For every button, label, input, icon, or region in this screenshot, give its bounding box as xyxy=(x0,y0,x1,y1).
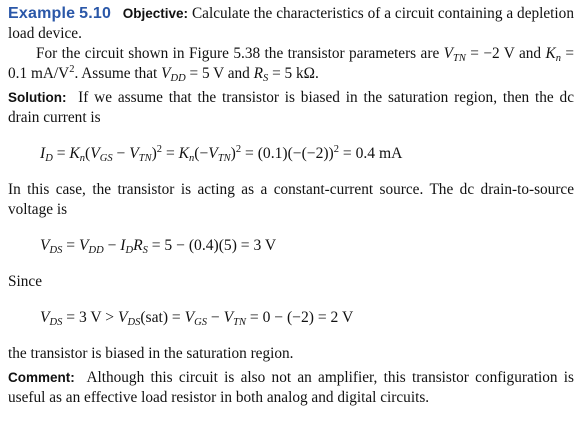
var-vdd: V xyxy=(161,65,171,82)
objective-label: Objective: xyxy=(122,6,189,21)
example-number: 5.10 xyxy=(79,5,112,22)
solution-paragraph xyxy=(8,88,574,128)
problem-text-a: For the circuit shown in Figure 5.38 the transistor parameters are xyxy=(36,45,444,62)
var-kn: K xyxy=(545,45,556,62)
var-rs: R xyxy=(253,65,264,82)
kn-sup: 2 xyxy=(69,64,75,75)
equation-drain-source-voltage: $V_{DS} = V_{DD} - I_DR_S = 5 - (0.4)(5) = 3$ V xyxy=(40,237,277,256)
comment-text: Although this circuit is also not an amplifier, this transistor configuration is useful as an effective load resistor in both analog and digital circuits. xyxy=(8,369,574,406)
var-vtn: V xyxy=(443,45,454,62)
objective-text: Calculate the characteristics of a circuit containing a depletion load device. xyxy=(8,5,574,42)
example-page xyxy=(8,4,574,408)
comment-paragraph xyxy=(8,368,574,408)
sub-n: n xyxy=(555,53,561,64)
constant-current-paragraph: In this case, the transistor is acting as a constant-current source. The dc drain-to-source voltage is xyxy=(8,181,574,218)
sub-dd: DD xyxy=(170,73,186,84)
problem-text-b: . Assume that xyxy=(74,65,162,82)
vdd-value: = 5 V and xyxy=(185,65,254,82)
problem-statement xyxy=(8,44,574,84)
conclusion-text: the transistor is biased in the saturation region. xyxy=(8,345,294,362)
comment-label: Comment: xyxy=(8,370,75,385)
kn-value: = 0.1 mA/V xyxy=(8,45,575,82)
sub-s: S xyxy=(263,73,269,84)
since-text: Since xyxy=(8,273,42,290)
equation-saturation-check: $V_{DS} = 3$ $V > V_{DS}(sat) = V_{GS} - V_{TN} = 0 - (-2) = 2$ V xyxy=(40,309,354,328)
sub-tn: TN xyxy=(453,53,466,64)
objective-paragraph xyxy=(8,4,574,44)
equation-drain-current: $I_D = K_n(V_{GS} - V_{TN})^2 = K_n(-V_{TN})^2 = (0.1)(-(-2))^2 = 0.4$ mA xyxy=(40,144,403,164)
vtn-value: = −2 V and xyxy=(465,45,542,62)
example-label: Example xyxy=(8,5,76,22)
solution-text: If we assume that the transistor is biased in the saturation region, then the dc drain current is xyxy=(8,89,574,126)
solution-label: Solution: xyxy=(8,90,67,105)
rs-value: = 5 kΩ. xyxy=(268,65,319,82)
